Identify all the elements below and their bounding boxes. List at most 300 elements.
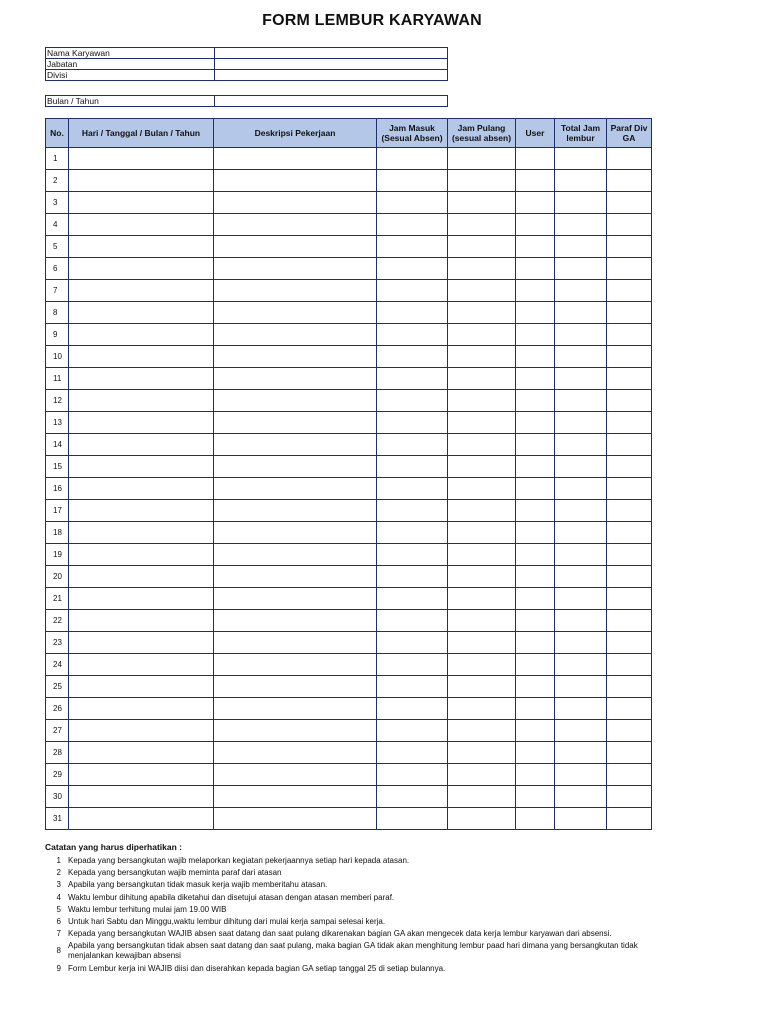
note-text: Waktu lembur dihitung apabila diketahui dan disetujui atasan dengan atasan memberi paraf.: [68, 892, 395, 902]
table-row: [46, 170, 652, 192]
row-number: 21: [46, 588, 69, 610]
bulan-tahun-field[interactable]: [215, 96, 448, 107]
jam-pulang-cell[interactable]: [448, 610, 516, 632]
paraf-cell[interactable]: [607, 192, 652, 214]
hari-cell[interactable]: [69, 566, 214, 588]
hari-cell[interactable]: [69, 478, 214, 500]
total-jam-cell[interactable]: [555, 170, 607, 192]
deskripsi-cell[interactable]: [214, 588, 377, 610]
hari-cell[interactable]: [69, 214, 214, 236]
jam-masuk-cell[interactable]: [377, 170, 448, 192]
total-jam-cell[interactable]: [555, 214, 607, 236]
nama-karyawan-field[interactable]: [215, 48, 448, 59]
total-jam-cell[interactable]: [555, 148, 607, 170]
jam-masuk-cell[interactable]: [377, 610, 448, 632]
user-cell[interactable]: [516, 566, 555, 588]
deskripsi-cell[interactable]: [214, 500, 377, 522]
note-number: 3: [56, 880, 61, 890]
notes-list: [45, 856, 645, 974]
row-number: 12: [46, 390, 69, 412]
jam-pulang-cell[interactable]: [448, 764, 516, 786]
user-cell[interactable]: [516, 720, 555, 742]
jam-pulang-cell[interactable]: [448, 148, 516, 170]
paraf-cell[interactable]: [607, 610, 652, 632]
jam-masuk-cell[interactable]: [377, 588, 448, 610]
divisi-field[interactable]: [215, 70, 448, 81]
total-jam-cell[interactable]: [555, 346, 607, 368]
paraf-cell[interactable]: [607, 786, 652, 808]
paraf-cell[interactable]: [607, 280, 652, 302]
table-row: [46, 764, 652, 786]
note-text: Untuk hari Sabtu dan Minggu,waktu lembur dihitung dari mulai kerja sampai selesai kerja.: [68, 916, 386, 926]
note-item: [45, 941, 645, 961]
user-cell[interactable]: [516, 500, 555, 522]
jam-masuk-line2: (Sesual Absen): [381, 133, 443, 143]
note-text: Apabila yang bersangkutan tidak absen saat datang dan saat pulang, maka bagian GA tidak akan menghitung lembur paad hari dimana yang bersangkutan tidak menjalankan kewajiban absensi: [68, 941, 638, 961]
row-number: 22: [46, 610, 69, 632]
jam-masuk-cell[interactable]: [377, 456, 448, 478]
deskripsi-cell[interactable]: [214, 368, 377, 390]
user-cell[interactable]: [516, 478, 555, 500]
deskripsi-cell[interactable]: [214, 214, 377, 236]
table-row: [46, 412, 652, 434]
deskripsi-cell[interactable]: [214, 698, 377, 720]
deskripsi-cell[interactable]: [214, 456, 377, 478]
paraf-cell[interactable]: [607, 698, 652, 720]
hari-cell[interactable]: [69, 148, 214, 170]
paraf-cell[interactable]: [607, 170, 652, 192]
deskripsi-cell[interactable]: [214, 522, 377, 544]
total-jam-cell[interactable]: [555, 324, 607, 346]
paraf-cell[interactable]: [607, 676, 652, 698]
table-row: [46, 676, 652, 698]
paraf-cell[interactable]: [607, 808, 652, 830]
paraf-cell[interactable]: [607, 742, 652, 764]
user-cell[interactable]: [516, 280, 555, 302]
table-row: [46, 742, 652, 764]
user-cell[interactable]: [516, 192, 555, 214]
paraf-cell[interactable]: [607, 544, 652, 566]
row-number: 28: [46, 742, 69, 764]
deskripsi-cell[interactable]: [214, 170, 377, 192]
paraf-cell[interactable]: [607, 412, 652, 434]
hari-cell[interactable]: [69, 258, 214, 280]
user-cell[interactable]: [516, 676, 555, 698]
deskripsi-cell[interactable]: [214, 434, 377, 456]
jam-pulang-cell[interactable]: [448, 192, 516, 214]
jam-masuk-cell[interactable]: [377, 346, 448, 368]
col-header-hari: Hari / Tanggal / Bulan / Tahun: [69, 119, 214, 148]
hari-cell[interactable]: [69, 368, 214, 390]
jam-masuk-cell[interactable]: [377, 214, 448, 236]
hari-cell[interactable]: [69, 324, 214, 346]
jam-masuk-cell[interactable]: [377, 280, 448, 302]
paraf-line2: GA: [622, 133, 636, 143]
user-cell[interactable]: [516, 302, 555, 324]
deskripsi-cell[interactable]: [214, 808, 377, 830]
note-item: [45, 868, 645, 878]
row-number: 10: [46, 346, 69, 368]
row-number: 23: [46, 632, 69, 654]
jam-pulang-cell[interactable]: [448, 742, 516, 764]
jam-masuk-cell[interactable]: [377, 786, 448, 808]
jam-masuk-cell[interactable]: [377, 654, 448, 676]
jam-pulang-cell[interactable]: [448, 566, 516, 588]
user-cell[interactable]: [516, 808, 555, 830]
row-number: 6: [46, 258, 69, 280]
deskripsi-cell[interactable]: [214, 544, 377, 566]
paraf-cell[interactable]: [607, 522, 652, 544]
jam-pulang-cell[interactable]: [448, 786, 516, 808]
jam-masuk-cell[interactable]: [377, 808, 448, 830]
note-number: 8: [56, 946, 61, 956]
row-number: 27: [46, 720, 69, 742]
jam-masuk-cell[interactable]: [377, 390, 448, 412]
jam-pulang-cell[interactable]: [448, 236, 516, 258]
total-jam-cell[interactable]: [555, 522, 607, 544]
row-number: 24: [46, 654, 69, 676]
total-jam-cell[interactable]: [555, 390, 607, 412]
jam-masuk-cell[interactable]: [377, 566, 448, 588]
total-jam-cell[interactable]: [555, 610, 607, 632]
user-cell[interactable]: [516, 764, 555, 786]
col-header-jam-masuk: [377, 119, 448, 148]
user-cell[interactable]: [516, 148, 555, 170]
jam-pulang-cell[interactable]: [448, 522, 516, 544]
note-number: 4: [56, 892, 61, 902]
total-jam-cell[interactable]: [555, 698, 607, 720]
hari-cell[interactable]: [69, 698, 214, 720]
jam-pulang-cell[interactable]: [448, 324, 516, 346]
jam-masuk-cell[interactable]: [377, 192, 448, 214]
table-row: [46, 390, 652, 412]
col-header-no: No.: [46, 119, 69, 148]
jam-pulang-cell[interactable]: [448, 654, 516, 676]
row-number: 15: [46, 456, 69, 478]
total-jam-cell[interactable]: [555, 588, 607, 610]
hari-cell[interactable]: [69, 280, 214, 302]
table-row: [46, 500, 652, 522]
jam-pulang-cell[interactable]: [448, 632, 516, 654]
hari-cell[interactable]: [69, 632, 214, 654]
hari-cell[interactable]: [69, 742, 214, 764]
jabatan-label: Jabatan: [46, 59, 215, 70]
deskripsi-cell[interactable]: [214, 148, 377, 170]
jabatan-field[interactable]: [215, 59, 448, 70]
deskripsi-cell[interactable]: [214, 566, 377, 588]
total-jam-cell[interactable]: [555, 236, 607, 258]
total-jam-cell[interactable]: [555, 566, 607, 588]
hari-cell[interactable]: [69, 346, 214, 368]
jam-pulang-cell[interactable]: [448, 588, 516, 610]
deskripsi-cell[interactable]: [214, 654, 377, 676]
user-cell[interactable]: [516, 456, 555, 478]
row-number: 1: [46, 148, 69, 170]
jam-pulang-cell[interactable]: [448, 280, 516, 302]
total-jam-cell[interactable]: [555, 500, 607, 522]
hari-cell[interactable]: [69, 456, 214, 478]
jam-pulang-cell[interactable]: [448, 456, 516, 478]
paraf-cell[interactable]: [607, 588, 652, 610]
hari-cell[interactable]: [69, 764, 214, 786]
row-number: 2: [46, 170, 69, 192]
note-number: 1: [56, 856, 61, 865]
hari-cell[interactable]: [69, 236, 214, 258]
table-row: [46, 434, 652, 456]
jam-masuk-cell[interactable]: [377, 236, 448, 258]
row-number: 3: [46, 192, 69, 214]
paraf-cell[interactable]: [607, 478, 652, 500]
row-number: 25: [46, 676, 69, 698]
deskripsi-cell[interactable]: [214, 346, 377, 368]
deskripsi-cell[interactable]: [214, 610, 377, 632]
jam-masuk-cell[interactable]: [377, 302, 448, 324]
paraf-cell[interactable]: [607, 632, 652, 654]
total-jam-cell[interactable]: [555, 632, 607, 654]
deskripsi-cell[interactable]: [214, 676, 377, 698]
bulan-tahun-label: Bulan / Tahun: [46, 96, 215, 107]
total-jam-cell[interactable]: [555, 808, 607, 830]
total-jam-cell[interactable]: [555, 742, 607, 764]
total-jam-cell[interactable]: [555, 676, 607, 698]
total-jam-cell[interactable]: [555, 720, 607, 742]
jam-masuk-cell[interactable]: [377, 544, 448, 566]
user-cell[interactable]: [516, 214, 555, 236]
paraf-cell[interactable]: [607, 148, 652, 170]
jam-pulang-cell[interactable]: [448, 368, 516, 390]
jam-masuk-cell[interactable]: [377, 632, 448, 654]
total-jam-cell[interactable]: [555, 764, 607, 786]
overtime-table: [45, 118, 652, 830]
jam-pulang-cell[interactable]: [448, 412, 516, 434]
user-cell[interactable]: [516, 698, 555, 720]
hari-cell[interactable]: [69, 544, 214, 566]
row-number: 8: [46, 302, 69, 324]
deskripsi-cell[interactable]: [214, 280, 377, 302]
table-row: [46, 654, 652, 676]
user-cell[interactable]: [516, 544, 555, 566]
hari-cell[interactable]: [69, 302, 214, 324]
user-cell[interactable]: [516, 610, 555, 632]
nama-karyawan-label: Nama Karyawan: [46, 48, 215, 59]
note-item: [45, 893, 645, 903]
jam-masuk-cell[interactable]: [377, 258, 448, 280]
jam-pulang-cell[interactable]: [448, 544, 516, 566]
total-jam-cell[interactable]: [555, 368, 607, 390]
jam-masuk-cell[interactable]: [377, 720, 448, 742]
user-cell[interactable]: [516, 258, 555, 280]
table-header-row: [46, 119, 652, 148]
paraf-cell[interactable]: [607, 302, 652, 324]
paraf-cell[interactable]: [607, 236, 652, 258]
note-item: [45, 880, 645, 890]
total-jam-cell[interactable]: [555, 412, 607, 434]
table-row: [46, 632, 652, 654]
jam-pulang-cell[interactable]: [448, 214, 516, 236]
deskripsi-cell[interactable]: [214, 324, 377, 346]
total-jam-cell[interactable]: [555, 258, 607, 280]
jam-masuk-cell[interactable]: [377, 500, 448, 522]
deskripsi-cell[interactable]: [214, 236, 377, 258]
row-number: 30: [46, 786, 69, 808]
hari-cell[interactable]: [69, 192, 214, 214]
table-row: [46, 808, 652, 830]
deskripsi-cell[interactable]: [214, 764, 377, 786]
note-number: 5: [56, 904, 61, 914]
paraf-cell[interactable]: [607, 346, 652, 368]
deskripsi-cell[interactable]: [214, 786, 377, 808]
paraf-cell[interactable]: [607, 258, 652, 280]
user-cell[interactable]: [516, 742, 555, 764]
deskripsi-cell[interactable]: [214, 390, 377, 412]
total-jam-cell[interactable]: [555, 192, 607, 214]
jam-pulang-cell[interactable]: [448, 434, 516, 456]
deskripsi-cell[interactable]: [214, 258, 377, 280]
user-cell[interactable]: [516, 368, 555, 390]
user-cell[interactable]: [516, 522, 555, 544]
jam-masuk-cell[interactable]: [377, 148, 448, 170]
total-jam-cell[interactable]: [555, 434, 607, 456]
jam-pulang-cell[interactable]: [448, 720, 516, 742]
user-cell[interactable]: [516, 786, 555, 808]
paraf-cell[interactable]: [607, 368, 652, 390]
paraf-cell[interactable]: [607, 500, 652, 522]
total-jam-line1: Total Jam: [560, 123, 601, 133]
user-cell[interactable]: [516, 654, 555, 676]
hari-cell[interactable]: [69, 434, 214, 456]
deskripsi-cell[interactable]: [214, 478, 377, 500]
table-row: [46, 544, 652, 566]
user-cell[interactable]: [516, 390, 555, 412]
row-number: 5: [46, 236, 69, 258]
note-text: Apabila yang bersangkutan tidak masuk kerja wajib memberitahu atasan.: [68, 880, 328, 890]
total-jam-cell[interactable]: [555, 654, 607, 676]
paraf-line1: Paraf Div: [610, 123, 648, 133]
jam-pulang-cell[interactable]: [448, 170, 516, 192]
hari-cell[interactable]: [69, 390, 214, 412]
note-number: 7: [56, 929, 61, 939]
paraf-cell[interactable]: [607, 764, 652, 786]
paraf-cell[interactable]: [607, 324, 652, 346]
hari-cell[interactable]: [69, 170, 214, 192]
deskripsi-cell[interactable]: [214, 742, 377, 764]
row-number: 13: [46, 412, 69, 434]
jam-masuk-cell[interactable]: [377, 324, 448, 346]
jam-masuk-cell[interactable]: [377, 698, 448, 720]
jam-masuk-cell[interactable]: [377, 676, 448, 698]
jam-masuk-cell[interactable]: [377, 368, 448, 390]
paraf-cell[interactable]: [607, 214, 652, 236]
note-text: Form Lembur kerja ini WAJIB diisi dan diserahkan kepada bagian GA setiap tanggal 25 di setiap bulannya.: [68, 963, 446, 973]
user-cell[interactable]: [516, 588, 555, 610]
hari-cell[interactable]: [69, 676, 214, 698]
deskripsi-cell[interactable]: [214, 412, 377, 434]
jam-pulang-cell[interactable]: [448, 698, 516, 720]
paraf-cell[interactable]: [607, 456, 652, 478]
total-jam-cell[interactable]: [555, 786, 607, 808]
row-number: 20: [46, 566, 69, 588]
table-row: [46, 786, 652, 808]
hari-cell[interactable]: [69, 500, 214, 522]
paraf-cell[interactable]: [607, 720, 652, 742]
jam-masuk-cell[interactable]: [377, 478, 448, 500]
hari-cell[interactable]: [69, 412, 214, 434]
paraf-cell[interactable]: [607, 566, 652, 588]
total-jam-cell[interactable]: [555, 302, 607, 324]
user-cell[interactable]: [516, 412, 555, 434]
total-jam-cell[interactable]: [555, 544, 607, 566]
table-row: [46, 214, 652, 236]
table-row: [46, 522, 652, 544]
jam-pulang-cell[interactable]: [448, 808, 516, 830]
note-number: 6: [56, 916, 61, 926]
jam-pulang-cell[interactable]: [448, 302, 516, 324]
row-number: 16: [46, 478, 69, 500]
jam-pulang-cell[interactable]: [448, 500, 516, 522]
row-number: 26: [46, 698, 69, 720]
hari-cell[interactable]: [69, 786, 214, 808]
jam-pulang-cell[interactable]: [448, 390, 516, 412]
user-cell[interactable]: [516, 236, 555, 258]
total-jam-cell[interactable]: [555, 456, 607, 478]
deskripsi-cell[interactable]: [214, 302, 377, 324]
total-jam-cell[interactable]: [555, 478, 607, 500]
user-cell[interactable]: [516, 346, 555, 368]
jam-masuk-cell[interactable]: [377, 412, 448, 434]
jam-pulang-line2: (sesual absen): [451, 133, 512, 143]
hari-cell[interactable]: [69, 808, 214, 830]
user-cell[interactable]: [516, 170, 555, 192]
jam-pulang-cell[interactable]: [448, 676, 516, 698]
deskripsi-cell[interactable]: [214, 632, 377, 654]
total-jam-cell[interactable]: [555, 280, 607, 302]
table-row: [46, 346, 652, 368]
jam-pulang-cell[interactable]: [448, 346, 516, 368]
hari-cell[interactable]: [69, 720, 214, 742]
hari-cell[interactable]: [69, 588, 214, 610]
user-cell[interactable]: [516, 632, 555, 654]
col-header-user: User: [516, 119, 555, 148]
hari-cell[interactable]: [69, 610, 214, 632]
note-item: [45, 964, 645, 974]
hari-cell[interactable]: [69, 654, 214, 676]
jam-masuk-cell[interactable]: [377, 522, 448, 544]
row-number: 18: [46, 522, 69, 544]
table-row: [46, 456, 652, 478]
jam-pulang-cell[interactable]: [448, 478, 516, 500]
note-number: 2: [56, 868, 61, 878]
jam-masuk-cell[interactable]: [377, 434, 448, 456]
paraf-cell[interactable]: [607, 390, 652, 412]
hari-cell[interactable]: [69, 522, 214, 544]
deskripsi-cell[interactable]: [214, 192, 377, 214]
paraf-cell[interactable]: [607, 434, 652, 456]
jam-masuk-cell[interactable]: [377, 742, 448, 764]
user-cell[interactable]: [516, 434, 555, 456]
employee-info-table: [45, 47, 448, 81]
jam-masuk-cell[interactable]: [377, 764, 448, 786]
note-text: Kepada yang bersangkutan wajib melaporkan kegiatan pekerjaannya setiap hari kepada atasan.: [68, 856, 410, 865]
deskripsi-cell[interactable]: [214, 720, 377, 742]
jam-pulang-cell[interactable]: [448, 258, 516, 280]
table-row: [46, 698, 652, 720]
total-jam-line2: lembur: [566, 133, 595, 143]
user-cell[interactable]: [516, 324, 555, 346]
paraf-cell[interactable]: [607, 654, 652, 676]
row-number: 14: [46, 434, 69, 456]
row-number: 9: [46, 324, 69, 346]
col-header-total-jam: [555, 119, 607, 148]
